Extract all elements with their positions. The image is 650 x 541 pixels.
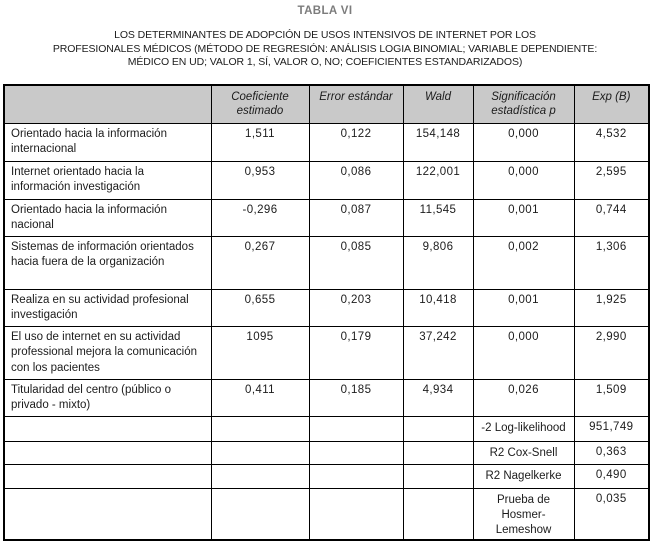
sig-cell: 0,000 — [473, 123, 574, 161]
coef-cell: 0,411 — [211, 379, 309, 416]
coef-cell: 0,267 — [211, 236, 309, 289]
exp-cell: 1,925 — [574, 289, 649, 326]
row-label-cell: El uso de internet en su actividad professional mejora la comunicación con los pacientes — [4, 326, 211, 379]
exp-cell: 1,306 — [574, 236, 649, 289]
coef-cell: 1095 — [211, 326, 309, 379]
wald-cell: 37,242 — [403, 326, 473, 379]
table-row — [4, 379, 649, 416]
exp-cell: 1,509 — [574, 379, 649, 416]
stat-label-cell: Prueba de Hosmer- Lemeshow — [473, 488, 574, 540]
coef-cell: 0,655 — [211, 289, 309, 326]
table-row — [4, 236, 649, 289]
row-label-cell: Titularidad del centro (público o privado - mixto) — [4, 379, 211, 416]
subtitle-line-3: MÉDICO EN UD; VALOR 1, SÍ, VALOR O, NO; COEFICIENTES ESTANDARIZADOS) — [127, 56, 523, 68]
header-cell-coeficiente: Coeficiente estimado — [211, 85, 309, 123]
wald-cell: 4,934 — [403, 379, 473, 416]
sig-cell: 0,000 — [473, 161, 574, 199]
wald-cell: 11,545 — [403, 199, 473, 236]
sig-cell: 0,002 — [473, 236, 574, 289]
subtitle-line-1: LOS DETERMINANTES DE ADOPCIÓN DE USOS INTENSIVOS DE INTERNET POR LOS — [114, 29, 536, 41]
empty-cell — [4, 464, 211, 488]
empty-cell — [4, 441, 211, 464]
error-cell: 0,185 — [309, 379, 403, 416]
stat-label-cell: R2 Nagelkerke — [473, 464, 574, 488]
sig-cell: 0,001 — [473, 289, 574, 326]
empty-cell — [309, 488, 403, 540]
row-label-cell: Orientado hacia la información nacional — [4, 199, 211, 236]
error-cell: 0,203 — [309, 289, 403, 326]
exp-cell: 4,532 — [574, 123, 649, 161]
header-cell-empty — [4, 85, 211, 123]
coef-cell: -0,296 — [211, 199, 309, 236]
error-cell: 0,087 — [309, 199, 403, 236]
stat-label-cell: R2 Cox-Snell — [473, 441, 574, 464]
empty-cell — [309, 441, 403, 464]
exp-cell: 2,595 — [574, 161, 649, 199]
stat-value-cell: 951,749 — [574, 416, 649, 441]
stat-row — [4, 416, 649, 441]
wald-cell: 10,418 — [403, 289, 473, 326]
exp-cell: 2,990 — [574, 326, 649, 379]
subtitle-line-2: PROFESIONALES MÉDICOS (MÉTODO DE REGRESIÓN: ANÁLISIS LOGIA BINOMIAL; VARIABLE DEPENDIENTE: — [52, 42, 598, 55]
stat-value-cell: 0,490 — [574, 464, 649, 488]
sig-cell: 0,026 — [473, 379, 574, 416]
empty-cell — [403, 416, 473, 441]
regression-table — [3, 84, 650, 541]
empty-cell — [403, 464, 473, 488]
empty-cell — [211, 464, 309, 488]
sig-cell: 0,000 — [473, 326, 574, 379]
empty-cell — [211, 441, 309, 464]
header-row — [4, 85, 649, 123]
empty-cell — [4, 416, 211, 441]
empty-cell — [309, 464, 403, 488]
wald-cell: 122,001 — [403, 161, 473, 199]
table-subtitle — [0, 29, 650, 70]
stat-value-cell: 0,363 — [574, 441, 649, 464]
stat-row — [4, 488, 649, 540]
error-cell: 0,122 — [309, 123, 403, 161]
row-label-cell: Internet orientado hacia la información investigación — [4, 161, 211, 199]
empty-cell — [4, 488, 211, 540]
table-row — [4, 326, 649, 379]
table-row — [4, 123, 649, 161]
empty-cell — [403, 441, 473, 464]
header-cell-significacion: Significación estadística p — [473, 85, 574, 123]
wald-cell: 154,148 — [403, 123, 473, 161]
error-cell: 0,179 — [309, 326, 403, 379]
header-cell-error: Error estándar — [309, 85, 403, 123]
table-row — [4, 289, 649, 326]
coef-cell: 1,511 — [211, 123, 309, 161]
empty-cell — [403, 488, 473, 540]
table-row — [4, 199, 649, 236]
row-label-cell: Orientado hacia la información internacional — [4, 123, 211, 161]
stat-label-cell: -2 Log-likelihood — [473, 416, 574, 441]
coef-cell: 0,953 — [211, 161, 309, 199]
wald-cell: 9,806 — [403, 236, 473, 289]
row-label-cell: Sistemas de información orientados hacia fuera de la organización — [4, 236, 211, 289]
error-cell: 0,086 — [309, 161, 403, 199]
sig-cell: 0,001 — [473, 199, 574, 236]
table-row — [4, 161, 649, 199]
exp-cell: 0,744 — [574, 199, 649, 236]
stat-row — [4, 464, 649, 488]
empty-cell — [309, 416, 403, 441]
stat-value-cell: 0,035 — [574, 488, 649, 540]
empty-cell — [211, 416, 309, 441]
stat-row — [4, 441, 649, 464]
empty-cell — [211, 488, 309, 540]
header-cell-wald: Wald — [403, 85, 473, 123]
header-cell-exp-b: Exp (B) — [574, 85, 649, 123]
row-label-cell: Realiza en su actividad profesional investigación — [4, 289, 211, 326]
table-caption: TABLA VI — [297, 5, 353, 17]
error-cell: 0,085 — [309, 236, 403, 289]
